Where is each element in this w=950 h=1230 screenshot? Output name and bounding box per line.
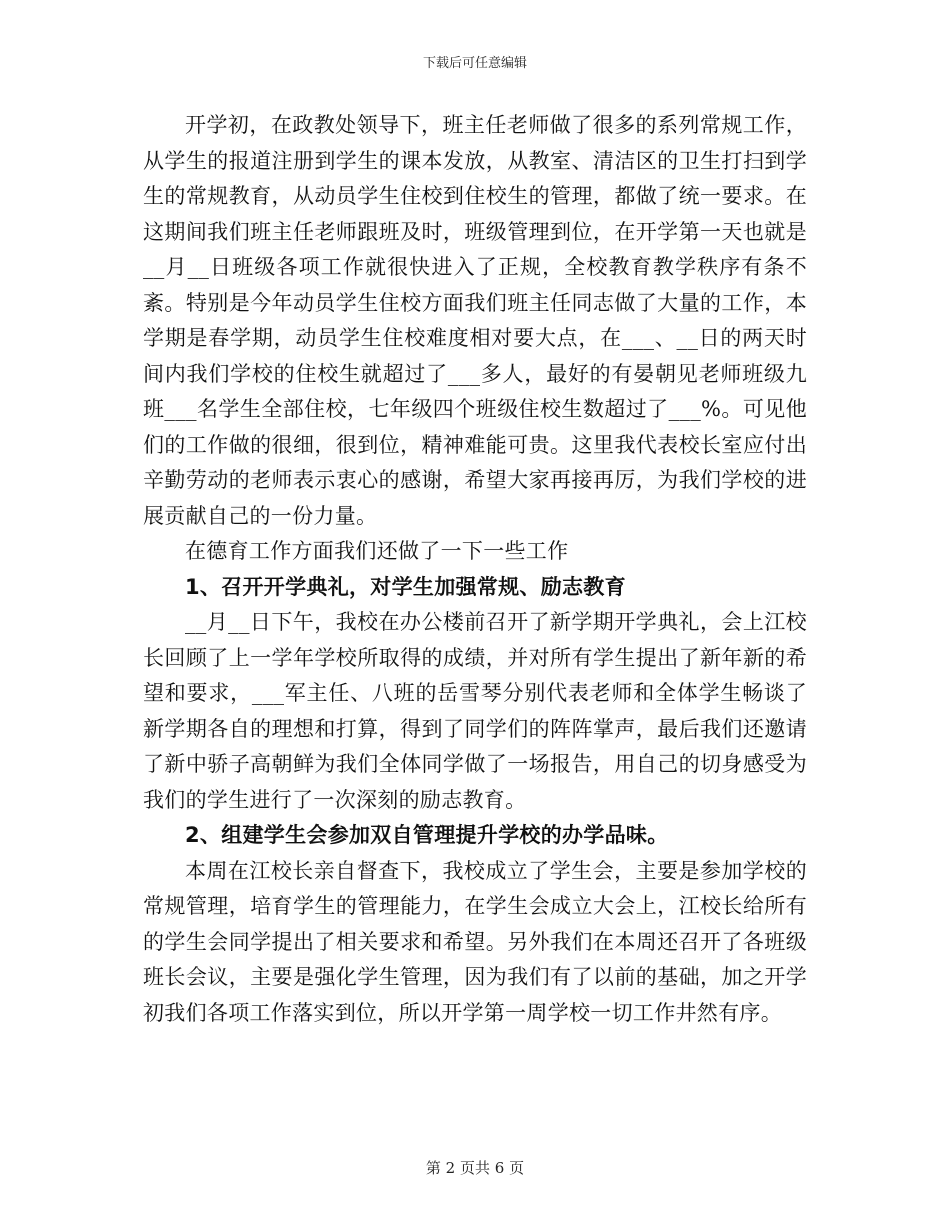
document-body: [143, 108, 807, 1031]
paragraph-student-union: 本周在江校长亲自督查下，我校成立了学生会，主要是参加学校的常规管理，培育学生的管理能力，在学生会成立大会上，江校长给所有的学生会同学提出了相关要求和希望。另外我们在本周还召开了各班级班长会议，主要是强化学生管理，因为我们有了以前的基础，加之开学初我们各项工作落实到位，所以开学第一周学校一切工作井然有序。: [143, 858, 807, 1025]
page-footer: 第 2 页共 6 页: [425, 1159, 525, 1177]
section-heading-1: 1、召开开学典礼，对学生加强常规、励志教育: [185, 574, 626, 599]
page-header: 下载后可任意编辑: [422, 56, 527, 71]
paragraph-ceremony: __月__日下午，我校在办公楼前召开了新学期开学典礼，会上江校长回顾了上一学年学校所取得的成绩，并对所有学生提出了新年新的希望和要求，___军主任、八班的岳雪琴分别代表老师和全体学生畅谈了新学期各自的理想和打算，得到了同学们的阵阵掌声，最后我们还邀请了新中骄子高朝鲜为我们全体同学做了一场报告，用自己的切身感受为我们的学生进行了一次深刻的励志教育。: [143, 610, 807, 812]
section-heading-2: 2、组建学生会参加双自管理提升学校的办学品味。: [185, 823, 669, 847]
paragraph-moral-intro: 在德育工作方面我们还做了一下一些工作: [185, 539, 569, 563]
paragraph-opening: 开学初，在政教处领导下，班主任老师做了很多的系列常规工作，从学生的报道注册到学生的课本发放，从教室、清洁区的卫生打扫到学生的常规教育，从动员学生住校到住校生的管理，都做了统一要求。在这期间我们班主任老师跟班及时，班级管理到位，在开学第一天也就是__月__日班级各项工作就很快进入了正规，全校教育教学秩序有条不紊。特别是今年动员学生住校方面我们班主任同志做了大量的工作，本学期是春学期，动员学生住校难度相对要大点，在___、__日的两天时间内我们学校的住校生就超过了___多人，最好的有晏朝见老师班级九班___名学生全部住校，七年级四个班级住校生数超过了___%。可见他们的工作做的很细，很到位，精神难能可贵。这里我代表校长室应付出辛勤劳动的老师表示衷心的感谢，希望大家再接再厉，为我们学校的进展贡献自己的一份力量。: [143, 113, 807, 528]
